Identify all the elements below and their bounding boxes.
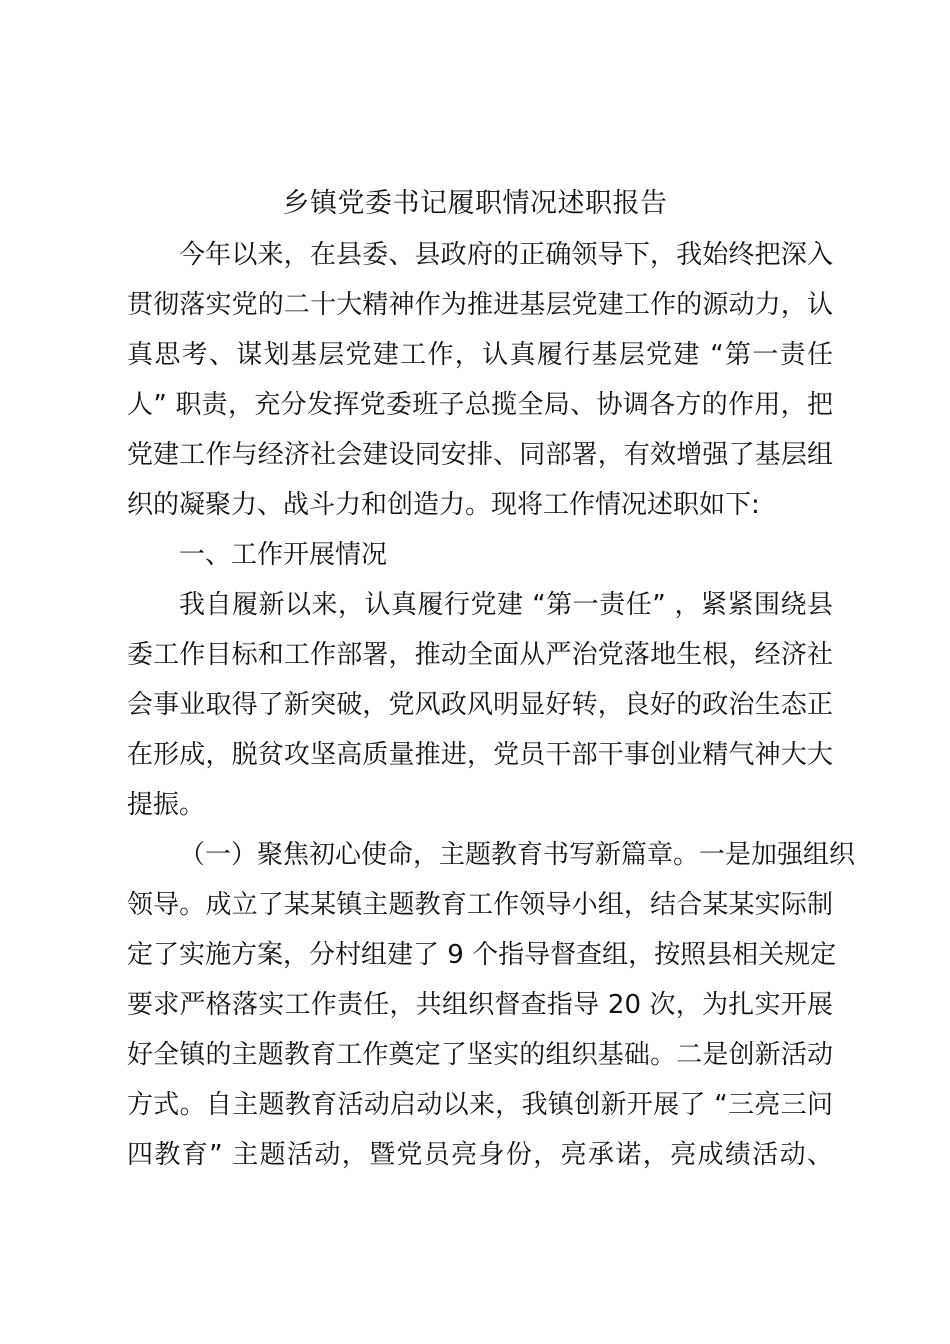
paragraph-line: 今年以来，在县委、县政府的正确领导下，我始终把深入 (179, 240, 833, 270)
paragraph-line: （一）聚焦初心使命，主题教育书写新篇章。一是加强组织 (179, 840, 856, 870)
paragraph-theme-education (127, 830, 856, 1180)
section-heading (127, 530, 833, 580)
paragraph-line: 党建工作与经济社会建设同安排、同部署，有效增强了基层组 (127, 440, 833, 470)
paragraph-line: 人” 职责，充分发挥党委班子总揽全局、协调各方的作用，把 (127, 390, 833, 420)
document-title: 乡镇党委书记履职情况述职报告 (282, 188, 668, 219)
paragraph-overview (127, 580, 833, 830)
document-body (127, 230, 856, 1180)
paragraph-line: 好全镇的主题教育工作奠定了坚实的组织基础。二是创新活动 (127, 1040, 833, 1070)
paragraph-line: 提振。 (127, 790, 206, 820)
paragraph-line: 我自履新以来，认真履行党建 “第一责任” ，紧紧围绕县 (179, 590, 833, 620)
paragraph-line: 委工作目标和工作部署，推动全面从严治党落地生根，经济社 (127, 640, 833, 670)
section-heading-text: 一、工作开展情况 (179, 540, 388, 570)
paragraph-line: 在形成，脱贫攻坚高质量推进，党员干部干事创业精气神大大 (127, 740, 833, 770)
paragraph-line: 定了实施方案，分村组建了 9 个指导督查组，按照县相关规定 (127, 940, 837, 970)
paragraph-line: 方式。自主题教育活动启动以来，我镇创新开展了 “三亮三问 (127, 1090, 833, 1120)
paragraph-line: 四教育” 主题活动，暨党员亮身份，亮承诺，亮成绩活动、 (127, 1140, 833, 1170)
paragraph-line: 真思考、谋划基层党建工作，认真履行基层党建 “第一责任 (127, 340, 833, 370)
paragraph-line: 领导。成立了某某镇主题教育工作领导小组，结合某某实际制 (127, 890, 833, 920)
paragraph-line: 会事业取得了新突破，党风政风明显好转，良好的政治生态正 (127, 690, 833, 720)
paragraph-line: 织的凝聚力、战斗力和创造力。现将工作情况述职如下: (127, 490, 760, 520)
paragraph-line: 贯彻落实党的二十大精神作为推进基层党建工作的源动力，认 (127, 290, 833, 320)
paragraph-intro (127, 230, 833, 530)
paragraph-line: 要求严格落实工作责任，共组织督查指导 20 次，为扎实开展 (127, 990, 833, 1020)
